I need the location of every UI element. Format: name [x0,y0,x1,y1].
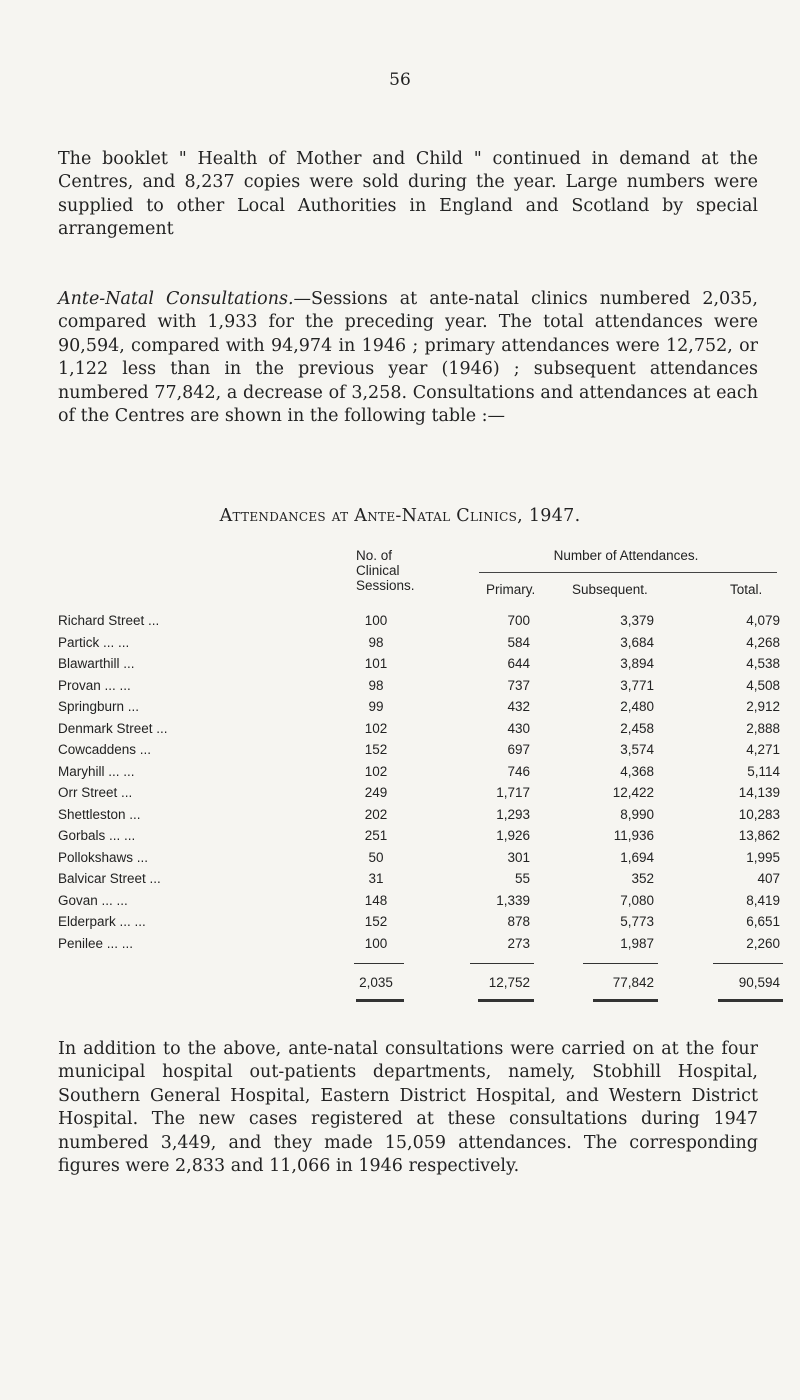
double-rule [478,999,534,1002]
sum-rule [583,963,658,964]
table-row [58,849,780,872]
table-row [58,828,780,850]
clinic-name: Balvicar Street ... [58,871,161,886]
table-row [58,763,780,786]
total-cell: 6,651 [746,914,780,929]
table-row [58,677,780,700]
header-sessions-line3: Sessions. [356,578,415,593]
subsequent-cell: 3,771 [620,677,654,693]
clinic-name: Partick ... ... [58,634,130,650]
sum-rule [470,963,534,964]
subsequent-cell: 7,080 [620,892,654,908]
total-cell: 2,888 [746,720,780,736]
table-row [58,935,780,958]
sessions-cell: 99 [368,699,384,714]
sessions-cell: 249 [364,785,388,800]
clinic-name: Provan ... ... [58,677,131,693]
primary-cell: 737 [507,677,530,693]
hospital-paragraph: In addition to the above, ante-natal consultations were carried on at the four municipal hospital out-patients departments, namely, Stobhill Hospital, Southern General Hospital, Eastern District Hospital, and Western District Hospital. The new cases registered at these consultations during 1947 numbered 3,449, and they made 15,059 attendances. The corresponding figures were 2,833 and 11,066 in 1946 respectively. [58,1038,758,1176]
sessions-cell: 152 [364,742,388,757]
primary-cell: 1,339 [496,892,530,908]
total-cell: 2,260 [746,935,780,951]
table-body [58,613,780,957]
subsequent-cell: 352 [631,871,654,886]
clinic-name: Orr Street ... [58,785,133,800]
sessions-cell: 50 [368,849,384,865]
clinic-name: Pollokshaws ... [58,849,149,865]
sessions-cell: 100 [364,613,388,628]
table-row [58,613,780,635]
subsequent-cell: 4,368 [620,763,654,779]
total-primary: 12,752 [488,975,530,990]
ante-natal-paragraph [58,288,758,429]
sum-rule [713,963,783,964]
subsequent-cell: 3,684 [620,634,654,650]
clinic-name: Penilee ... ... [58,935,134,951]
header-subsequent: Subsequent. [572,582,648,597]
primary-cell: 1,926 [496,828,530,843]
clinic-name: Blawarthill ... [58,656,135,671]
primary-cell: 273 [507,935,530,951]
sessions-cell: 148 [364,892,388,908]
sessions-cell: 98 [368,634,384,650]
table-row [58,699,780,721]
double-rule [593,999,658,1002]
total-cell: 4,508 [746,677,780,693]
table-row [58,720,780,743]
table-row [58,871,780,893]
total-cell: 1,995 [746,849,780,865]
table-row [58,742,780,764]
primary-cell: 700 [507,613,530,628]
total-cell: 4,538 [746,656,780,671]
clinic-name: Shettleston ... [58,806,141,822]
ante-natal-text: —Sessions at ante-natal clinics numbered 2,035, compared with 1,933 for the preceding year. The total attendances were 90,594, compared with 94,974 in 1946 ; primary attendances were 12,752, or 1,122 less than in the previous year (1946) ; subsequent attendances numbered 77,842, a decrease of 3,258. Consultations and attendances at each of the Centres are shown in the following table :— [58,288,758,426]
total-sessions: 2,035 [359,975,393,990]
primary-cell: 1,293 [496,806,530,822]
primary-cell: 644 [507,656,530,671]
total-cell: 4,268 [746,634,780,650]
total-cell: 13,862 [738,828,780,843]
header-sessions [356,548,415,593]
clinic-name: Gorbals ... ... [58,828,136,843]
total-cell: 4,079 [746,613,780,628]
total-cell: 2,912 [746,699,780,714]
primary-cell: 697 [507,742,530,757]
total-cell: 4,271 [746,742,780,757]
subsequent-cell: 3,894 [620,656,654,671]
subsequent-cell: 1,987 [620,935,654,951]
table-row [58,634,780,657]
total-cell: 10,283 [738,806,780,822]
subsequent-cell: 11,936 [613,828,654,843]
total-cell: 5,114 [747,763,780,779]
table-row [58,892,780,915]
table-row [58,914,780,936]
primary-cell: 746 [507,763,530,779]
page-number: 56 [389,70,411,90]
clinic-name: Govan ... ... [58,892,128,908]
attendance-table [58,548,780,997]
subsequent-cell: 12,422 [612,785,654,800]
sessions-cell: 102 [364,720,388,736]
subsequent-cell: 2,458 [620,720,654,736]
subsequent-cell: 2,480 [620,699,654,714]
sessions-cell: 31 [368,871,384,886]
table-row [58,656,780,678]
booklet-paragraph: The booklet " Health of Mother and Child " continued in demand at the Centres, and 8,237 copies were sold during the year. Large numbers were supplied to other Local Authorities in England and Scotland by special arrangement [58,148,758,239]
sessions-cell: 101 [364,656,388,671]
clinic-name: Richard Street ... [58,613,160,628]
sessions-cell: 98 [368,677,384,693]
total-subsequent: 77,842 [612,975,654,990]
primary-cell: 430 [507,720,530,736]
total-cell: 407 [757,871,780,886]
subsequent-cell: 1,694 [620,849,654,865]
header-attendances-group: Number of Attendances. [553,548,699,563]
header-primary: Primary. [486,582,536,597]
primary-cell: 584 [507,634,530,650]
header-sessions-line2: Clinical [356,563,400,578]
header-total: Total. [730,582,763,597]
subsequent-cell: 5,773 [620,914,654,929]
table-title: Attendances at Ante-Natal Clinics, 1947. [219,506,581,526]
table-row [58,806,780,829]
header-rule [479,572,777,573]
subsequent-cell: 8,990 [620,806,654,822]
clinic-name: Denmark Street ... [58,720,168,736]
clinic-name: Maryhill ... ... [58,763,135,779]
double-rule [356,999,404,1002]
clinic-name: Elderpark ... ... [58,914,146,929]
total-cell: 8,419 [746,892,780,908]
primary-cell: 1,717 [496,785,530,800]
sessions-cell: 100 [364,935,388,951]
sessions-cell: 251 [364,828,388,843]
clinic-name: Cowcaddens ... [58,742,152,757]
table-header [58,548,763,613]
sessions-cell: 152 [364,914,388,929]
section-heading: Ante-Natal Consultations. [58,288,294,309]
primary-cell: 432 [507,699,530,714]
total-total: 90,594 [738,975,780,990]
sessions-cell: 102 [364,763,388,779]
header-sessions-line1: No. of [356,548,393,563]
sessions-cell: 202 [364,806,388,822]
double-rule [718,999,783,1002]
clinic-name: Springburn ... [58,699,140,714]
total-cell: 14,139 [738,785,780,800]
subsequent-cell: 3,379 [620,613,654,628]
subsequent-cell: 3,574 [620,742,654,757]
primary-cell: 55 [514,871,530,886]
table-row [58,785,780,807]
totals-row [58,957,780,997]
primary-cell: 301 [507,849,530,865]
sum-rule [354,963,404,964]
primary-cell: 878 [507,914,530,929]
